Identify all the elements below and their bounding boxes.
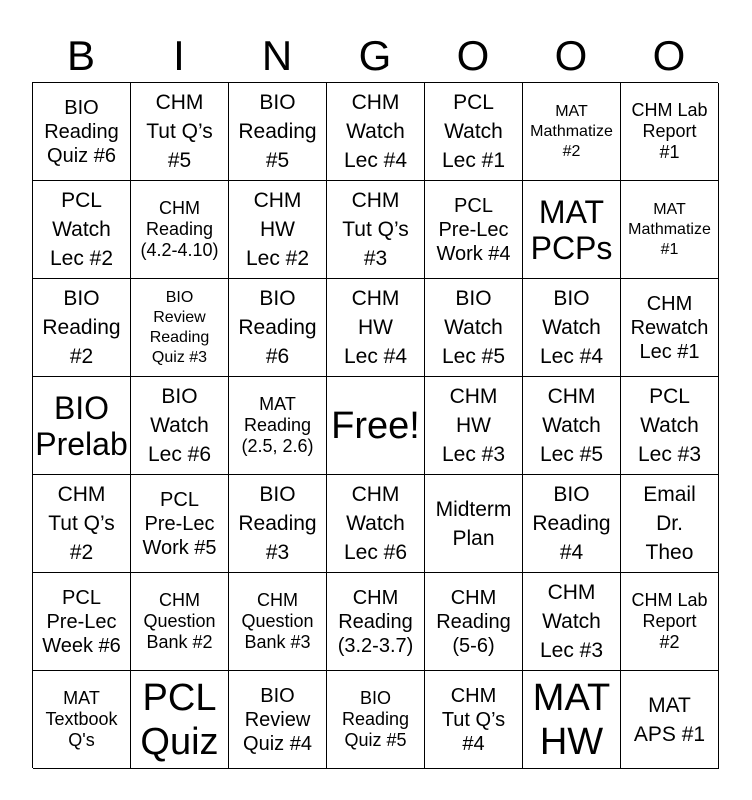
bingo-cell[interactable]: BIO Watch Lec #5 [425,279,523,377]
bingo-cell[interactable]: BIO Review Quiz #4 [229,671,327,769]
header-letter-n: N [261,32,293,79]
header-letter-o-1: O [456,32,490,79]
bingo-cell[interactable]: CHM HW Lec #4 [327,279,425,377]
bingo-cell[interactable]: PCL Pre-Lec Week #6 [33,573,131,671]
bingo-cell[interactable]: MAT APS #1 [621,671,719,769]
bingo-cell[interactable]: CHM Rewatch Lec #1 [621,279,719,377]
bingo-cell[interactable]: BIO Review Reading Quiz #3 [131,279,229,377]
bingo-cell[interactable]: CHM Watch Lec #3 [523,573,621,671]
bingo-cell[interactable]: PCL Watch Lec #2 [33,181,131,279]
bingo-cell[interactable]: MAT HW [523,671,621,769]
bingo-cell[interactable]: BIO Reading #4 [523,475,621,573]
bingo-grid [32,82,718,768]
bingo-cell[interactable]: MAT Mathmatize #1 [621,181,719,279]
bingo-cell[interactable]: CHM Lab Report #1 [621,83,719,181]
bingo-header [32,30,718,82]
bingo-cell[interactable]: Email Dr. Theo [621,475,719,573]
bingo-cell[interactable]: BIO Reading Quiz #6 [33,83,131,181]
bingo-cell[interactable]: PCL Watch Lec #1 [425,83,523,181]
header-letter-o-2: O [554,32,588,79]
bingo-cell[interactable]: BIO Reading #5 [229,83,327,181]
bingo-cell[interactable]: CHM Reading (3.2-3.7) [327,573,425,671]
header-letter-g: G [358,32,392,79]
header-letter-o-3: O [652,32,686,79]
free-space-cell[interactable]: Free! [327,377,425,475]
bingo-cell[interactable]: CHM Question Bank #2 [131,573,229,671]
bingo-cell[interactable]: CHM Tut Q’s #5 [131,83,229,181]
bingo-cell[interactable]: PCL Watch Lec #3 [621,377,719,475]
bingo-cell[interactable]: MAT PCPs [523,181,621,279]
bingo-cell[interactable]: BIO Watch Lec #6 [131,377,229,475]
bingo-cell[interactable]: CHM HW Lec #3 [425,377,523,475]
header-letter-i: I [173,32,185,79]
bingo-cell[interactable]: BIO Reading #2 [33,279,131,377]
bingo-cell[interactable]: MAT Textbook Q's [33,671,131,769]
bingo-cell[interactable]: CHM Watch Lec #4 [327,83,425,181]
bingo-cell[interactable]: MAT Reading (2.5, 2.6) [229,377,327,475]
bingo-cell[interactable]: Midterm Plan [425,475,523,573]
bingo-cell[interactable]: CHM Watch Lec #6 [327,475,425,573]
bingo-cell[interactable]: PCL Pre-Lec Work #5 [131,475,229,573]
bingo-cell[interactable]: MAT Mathmatize #2 [523,83,621,181]
bingo-cell[interactable]: BIO Reading Quiz #5 [327,671,425,769]
bingo-cell[interactable]: CHM HW Lec #2 [229,181,327,279]
bingo-cell[interactable]: CHM Tut Q’s #4 [425,671,523,769]
bingo-cell[interactable]: BIO Prelab [33,377,131,475]
bingo-cell[interactable]: CHM Tut Q’s #3 [327,181,425,279]
bingo-cell[interactable]: BIO Reading #3 [229,475,327,573]
bingo-cell[interactable]: CHM Watch Lec #5 [523,377,621,475]
header-letter-b: B [66,32,95,79]
bingo-cell[interactable]: BIO Watch Lec #4 [523,279,621,377]
bingo-cell[interactable]: PCL Quiz [131,671,229,769]
bingo-cell[interactable]: BIO Reading #6 [229,279,327,377]
bingo-cell[interactable]: CHM Reading (5-6) [425,573,523,671]
bingo-cell[interactable]: CHM Lab Report #2 [621,573,719,671]
bingo-cell[interactable]: CHM Question Bank #3 [229,573,327,671]
bingo-cell[interactable]: PCL Pre-Lec Work #4 [425,181,523,279]
bingo-cell[interactable]: CHM Tut Q’s #2 [33,475,131,573]
bingo-cell[interactable]: CHM Reading (4.2-4.10) [131,181,229,279]
